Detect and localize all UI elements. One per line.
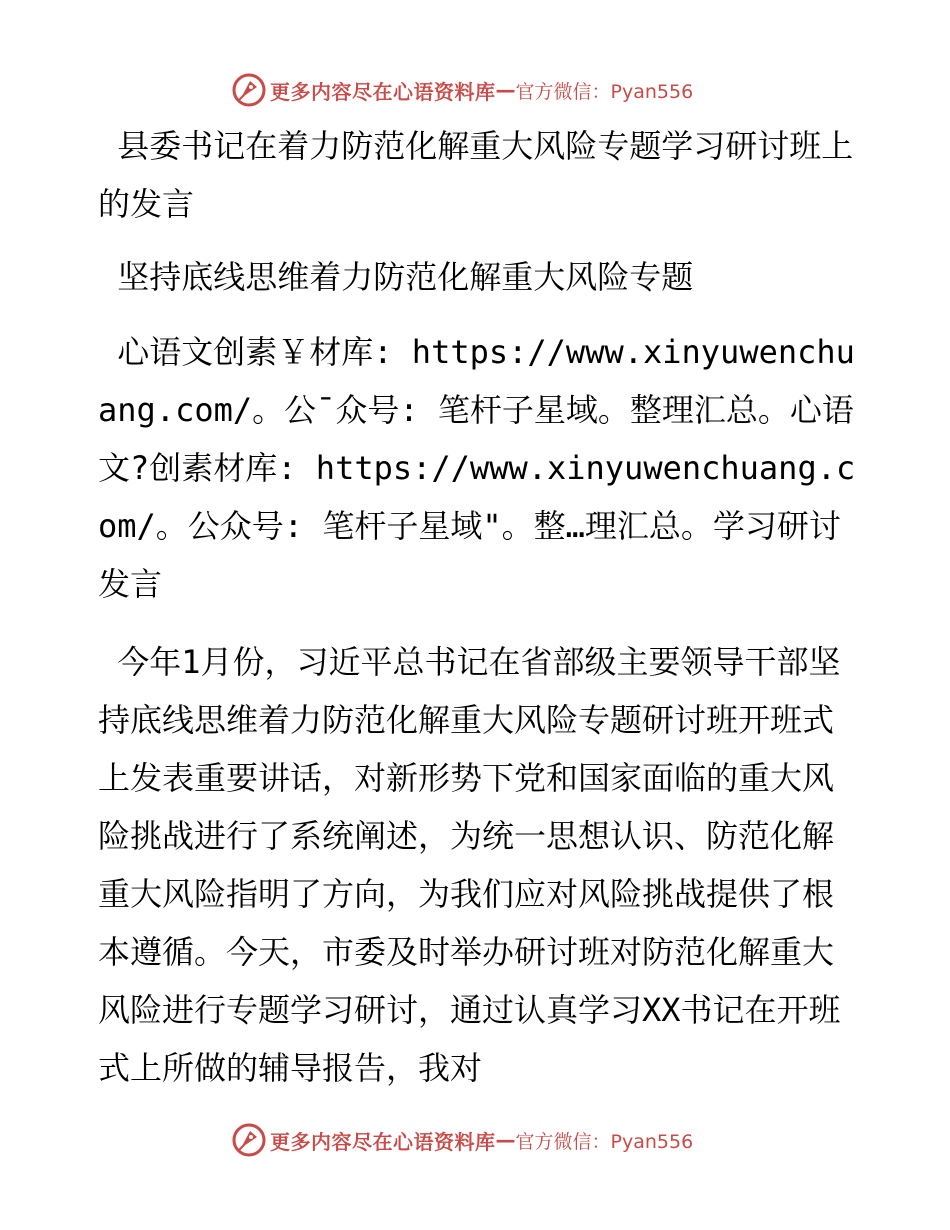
watermark-separator: —	[495, 78, 516, 102]
footer-watermark-banner	[232, 1122, 693, 1158]
pen-nib-logo-icon	[232, 73, 266, 107]
source-note: 心语文创素￥材库: https://www.xinyuwenchuang.com/。公¯众号: 笔杆子星域。整理汇总。心语文?创素材库: https://www.xinyuwenchuang.com/。公众号: 笔杆子星域"。整…理汇总。学习研讨发言	[98, 333, 856, 603]
body-paragraph: 今年1月份，习近平总书记在省部级主要领导干部坚持底线思维着力防范化解重大风险专题研讨班开班式上发表重要讲话，对新形势下党和国家面临的重大风险挑战进行了系统阐述，为统一思想认识、防范化解重大风险指明了方向，为我们应对风险挑战提供了根本遵循。今天，市委及时举办研讨班对防范化解重大风险进行专题学习研讨，通过认真学习XX书记在开班式上所做的辅导报告，我对	[98, 643, 841, 1087]
pen-nib-logo-icon	[232, 1123, 266, 1157]
watermark-separator: —	[495, 1128, 516, 1152]
watermark-contact-text: 官方微信：Pyan556	[515, 1130, 694, 1153]
document-subtitle: 坚持底线思维着力防范化解重大风险专题	[98, 258, 694, 296]
document-title: 县委书记在着力防范化解重大风险专题学习研讨班上的发言	[98, 127, 854, 223]
header-watermark-banner	[232, 72, 693, 108]
watermark-main-text: 更多内容尽在心语资料库	[270, 79, 496, 104]
watermark-contact-text: 官方微信：Pyan556	[515, 80, 694, 103]
watermark-main-text: 更多内容尽在心语资料库	[270, 1129, 496, 1154]
